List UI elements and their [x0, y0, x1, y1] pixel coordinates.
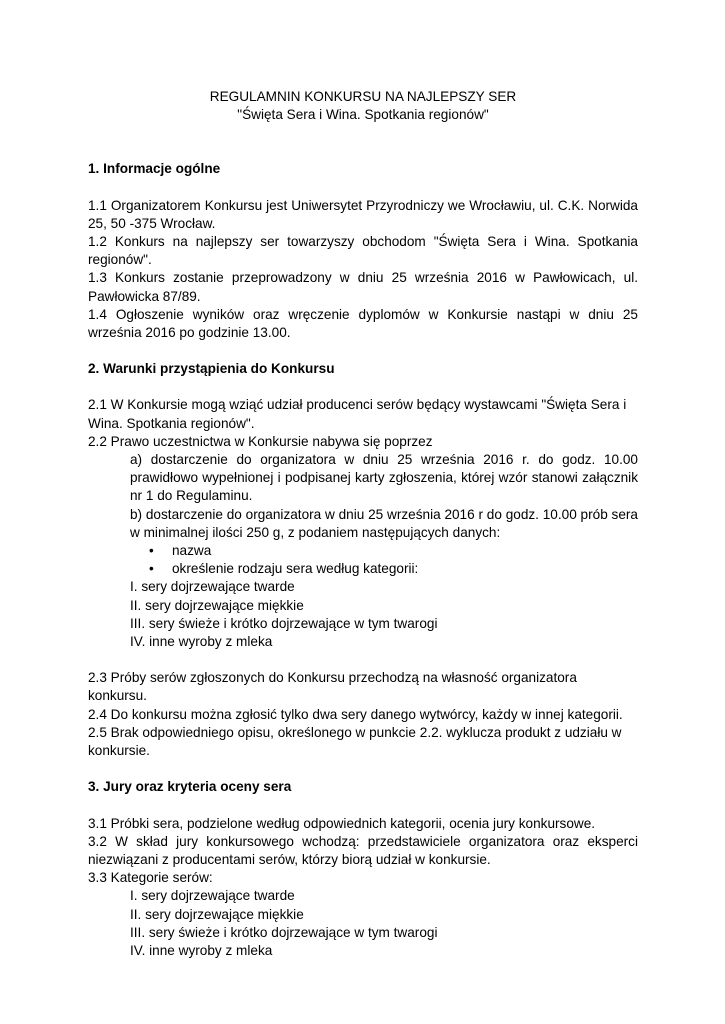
paragraph-2-2: 2.2 Prawo uczestnictwa w Konkursie nabywa się poprzez — [88, 433, 433, 449]
paragraph-1-4: 1.4 Ogłoszenie wyników oraz wręczenie dyplomów w Konkursie nastąpi w dniu 25 września 2016 po godzinie 13.00. — [88, 306, 638, 341]
paragraph-3-1: 3.1 Próbki sera, podzielone według odpowiednich kategorii, ocenia jury konkursowe. — [88, 815, 596, 831]
bullet-icon: • — [149, 561, 154, 577]
paragraph-1-1: 1.1 Organizatorem Konkursu jest Uniwersytet Przyrodniczy we Wrocławiu, ul. C.K. Norwida 25, 50 -375 Wrocław. — [88, 197, 638, 231]
bullet-icon: • — [149, 543, 154, 559]
paragraph-1-2: 1.2 Konkurs na najlepszy ser towarzyszy obchodom "Święta Sera i Wina. Spotkania regionów". — [88, 234, 638, 268]
category-item: I. sery dojrzewające twarde — [130, 888, 295, 904]
paragraph-3-3: 3.3 Kategorie serów: — [88, 870, 213, 886]
bullet-text: określenie rodzaju sera według kategorii: — [172, 561, 419, 577]
section-1-heading: 1. Informacje ogólne — [88, 161, 221, 177]
paragraph-2-2-b: b) dostarczenie do organizatora w dniu 25 września 2016 r do godz. 10.00 prób sera w minimalnej ilości 250 g, z podaniem następujących danych: — [130, 506, 638, 540]
bullet-text: nazwa — [172, 543, 212, 559]
category-item: III. sery świeże i krótko dojrzewające w tym twarogi — [130, 615, 438, 631]
paragraph-2-3: 2.3 Próby serów zgłoszonych do Konkursu przechodzą na własność organizatora konkursu. — [88, 670, 577, 704]
document-title-line-2: "Święta Sera i Wina. Spotkania regionów" — [237, 107, 489, 123]
section-3-heading: 3. Jury oraz kryteria oceny sera — [88, 779, 292, 795]
list-item — [88, 542, 638, 560]
paragraph-2-1: 2.1 W Konkursie mogą wziąć udział producenci serów będący wystawcami "Święta Sera i Wina. Spotkania regionów". — [88, 397, 627, 431]
section-2-heading: 2. Warunki przystąpienia do Konkursu — [88, 361, 335, 377]
category-item: IV. inne wyroby z mleka — [130, 942, 273, 958]
category-item: IV. inne wyroby z mleka — [130, 634, 273, 650]
list-item — [88, 560, 638, 578]
category-item: III. sery świeże i krótko dojrzewające w tym twarogi — [130, 924, 438, 940]
document-page — [88, 88, 638, 960]
data-bullet-list — [88, 542, 638, 578]
paragraph-2-4: 2.4 Do konkursu można zgłosić tylko dwa sery danego wytwórcy, każdy w innej kategorii. — [88, 706, 623, 722]
category-item: II. sery dojrzewające miękkie — [130, 597, 304, 613]
paragraph-2-5: 2.5 Brak odpowiedniego opisu, określonego w punkcie 2.2. wyklucza produkt z udziału w konkursie. — [88, 724, 622, 759]
document-title-line-1: REGULAMNIN KONKURSU NA NAJLEPSZY SER — [209, 89, 517, 104]
paragraph-2-2-a: a) dostarczenie do organizatora w dniu 25 września 2016 r. do godz. 10.00 prawidłowo wypełnionej i podpisanej karty zgłoszenia, której wzór stanowi załącznik nr 1 do Regulaminu. — [130, 452, 638, 504]
paragraph-3-2: 3.2 W skład jury konkursowego wchodzą: przedstawiciele organizatora oraz eksperci niezwiązani z producentami serów, którzy biorą udział w konkursie. — [88, 833, 638, 867]
category-item: I. sery dojrzewające twarde — [130, 579, 295, 595]
category-item: II. sery dojrzewające miękkie — [130, 906, 304, 922]
paragraph-1-3: 1.3 Konkurs zostanie przeprowadzony w dniu 25 września 2016 w Pawłowicach, ul. Pawłowicka 87/89. — [88, 270, 638, 304]
